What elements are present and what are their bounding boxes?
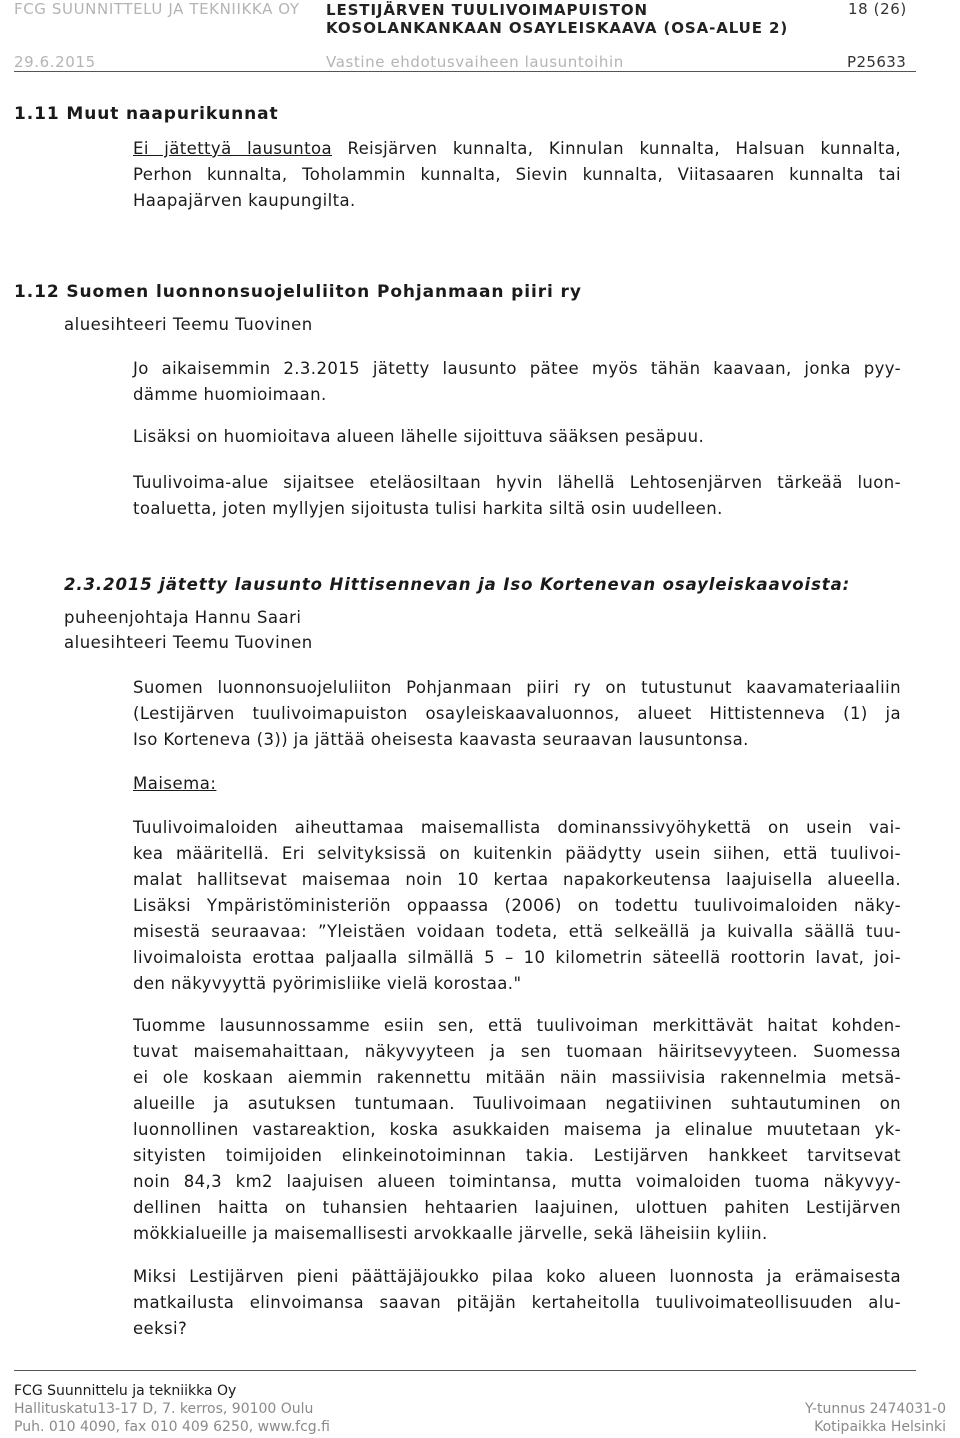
text-line: Tuomme lausunnossamme esiin sen, että tuulivoiman merkittävät haitat kohden- xyxy=(133,1016,901,1035)
text-line: Lisäksi Ympäristöministeriön oppaassa (2006) on todettu tuulivoimaloiden näky- xyxy=(133,896,901,915)
text-line: Lisäksi on huomioitava alueen lähelle sijoittuva sääksen pesäpuu. xyxy=(133,427,705,446)
header-subtitle: Vastine ehdotusvaiheen lausuntoihin xyxy=(326,53,624,71)
text-line: livoimaloista erottaa paljaalla silmällä 5 – 10 kilometrin säteellä roottorin lavat, joi- xyxy=(133,948,901,967)
page-number: 18 (26) xyxy=(848,0,907,18)
section-1-12-p2 xyxy=(133,424,901,450)
text-line: Haapajärven kaupungilta. xyxy=(133,191,356,210)
header-company: FCG SUUNNITTELU JA TEKNIIKKA OY xyxy=(14,0,300,18)
text-line: sityisten toimijoiden elinkeinotoiminnan takia. Lestijärven hankkeet tarvitsevat xyxy=(133,1146,901,1165)
no-statement-link[interactable]: Ei jätettyä lausuntoa xyxy=(133,139,333,158)
section-title: Muut naapurikunnat xyxy=(66,104,279,124)
text-line: Perhon kunnalta, Toholammin kunnalta, Sievin kunnalta, Viitasaaren kunnalta tai xyxy=(133,165,901,184)
text-line: eeksi? xyxy=(133,1319,188,1338)
text-line: noin 84,3 km2 laajuisen alueen toimintansa, mutta voimaloiden tuoma näkyvyy- xyxy=(133,1172,901,1191)
section-1-12-person: aluesihteeri Teemu Tuovinen xyxy=(64,315,313,334)
text-line: toaluetta, joten myllyjen sijoitusta tulisi harkita siltä osin uudelleen. xyxy=(133,499,723,518)
section-1-11-text xyxy=(133,136,901,214)
footer-rule xyxy=(14,1370,916,1371)
text-line: Suomen luonnonsuojeluliiton Pohjanmaan piiri ry on tutustunut kaavamateriaaliin xyxy=(133,678,901,697)
landscape-para-3 xyxy=(133,1264,901,1342)
text-line: Iso Korteneva (3)) ja jättää oheisesta kaavasta seuraavan lausuntonsa. xyxy=(133,730,749,749)
text-line: Tuulivoima-alue sijaitsee eteläosiltaan hyvin lähellä Lehtosenjärven tärkeää luon- xyxy=(133,473,901,492)
text-line: Jo aikaisemmin 2.3.2015 jätetty lausunto pätee myös tähän kaavaan, jonka pyy- xyxy=(133,359,901,378)
text-line: tuvat maisemahaittaan, näkyvyyteen ja sen tuomaan häiritsevyyteen. Suomessa xyxy=(133,1042,901,1061)
header-project: P25633 xyxy=(847,53,907,71)
text-line: matkailusta elinvoimansa saavan pitäjän kertaheitolla tuulivoimateollisuuden alu- xyxy=(133,1293,901,1312)
text-line: kea määritellä. Eri selvityksissä on kuitenkin päädytty usein siihen, että tuulivoi- xyxy=(133,844,901,863)
text-line: Tuulivoimaloiden aiheuttamaa maisemallista dominanssivyöhykettä on usein vai- xyxy=(133,818,901,837)
statement-person-secretary: aluesihteeri Teemu Tuovinen xyxy=(64,633,313,652)
text-line: luonnollinen vastareaktion, koska asukkaiden maisema ja elinalue muutetaan yk- xyxy=(133,1120,901,1139)
section-1-12-heading xyxy=(14,282,582,302)
header-date: 29.6.2015 xyxy=(14,53,96,71)
text-line: (Lestijärven tuulivoimapuiston osayleiskaavaluonnos, alueet Hittistenneva (1) ja xyxy=(133,704,901,723)
section-number: 1.12 xyxy=(14,282,60,302)
section-1-11-heading xyxy=(14,104,278,124)
text-line: ei ole koskaan aiemmin rakennettu mitään näin massiivisia rakennelmia metsä- xyxy=(133,1068,901,1087)
footer-address: Hallituskatu13-17 D, 7. kerros, 90100 Oulu xyxy=(14,1401,314,1417)
text-line: Ei jätettyä lausuntoa Reisjärven kunnalta, Kinnulan kunnalta, Halsuan kunnalta, xyxy=(133,139,901,158)
text-line: malat hallitsevat maisemaa noin 10 kertaa napakorkeutensa laajuisella alueella. xyxy=(133,870,901,889)
footer-contact: Puh. 010 4090, fax 010 409 6250, www.fcg.fi xyxy=(14,1419,330,1435)
footer-business-id: Y-tunnus 2474031-0 xyxy=(805,1401,946,1417)
text-line: den näkyvyyttä pyörimisliike vielä korostaa." xyxy=(133,974,522,993)
header-title-line1: LESTIJÄRVEN TUULIVOIMAPUISTON xyxy=(326,1,648,19)
header-title-line2: KOSOLANKANKAAN OSAYLEISKAAVA (OSA-ALUE 2) xyxy=(326,19,789,37)
text-line: alueille ja asutuksen tuntumaan. Tuulivoimaan negatiivinen suhtautuminen on xyxy=(133,1094,901,1113)
statement-person-chair: puheenjohtaja Hannu Saari xyxy=(64,608,302,627)
statement-intro xyxy=(133,675,901,753)
landscape-subheading: Maisema: xyxy=(133,774,217,793)
text-line: mökkialueille ja maisemallisesti arvokkaalle järvelle, sekä läheisiin kyliin. xyxy=(133,1224,768,1243)
landscape-para-1 xyxy=(133,815,901,997)
statement-heading: 2.3.2015 jätetty lausunto Hittisennevan ja Iso Kortenevan osayleiskaavoista: xyxy=(64,575,851,594)
section-1-12-p3 xyxy=(133,470,901,522)
text-line: Miksi Lestijärven pieni päättäjäjoukko pilaa koko alueen luonnosta ja erämaisesta xyxy=(133,1267,901,1286)
landscape-para-2 xyxy=(133,1013,901,1247)
section-title: Suomen luonnonsuojeluliiton Pohjanmaan piiri ry xyxy=(66,282,582,302)
section-1-12-p1 xyxy=(133,356,901,408)
footer-domicile: Kotipaikka Helsinki xyxy=(814,1419,946,1435)
text-line: misestä seuraavaa: ”Yleistäen voidaan todeta, että selkeällä ja kuivalla säällä tuu- xyxy=(133,922,901,941)
text-line: dämme huomioimaan. xyxy=(133,385,327,404)
footer-company: FCG Suunnittelu ja tekniikka Oy xyxy=(14,1383,237,1399)
text-line: dellinen haitta on tuhansien hehtaarien laajuinen, ulottuen pahiten Lestijärven xyxy=(133,1198,901,1217)
header-rule xyxy=(14,71,916,72)
section-number: 1.11 xyxy=(14,104,60,124)
